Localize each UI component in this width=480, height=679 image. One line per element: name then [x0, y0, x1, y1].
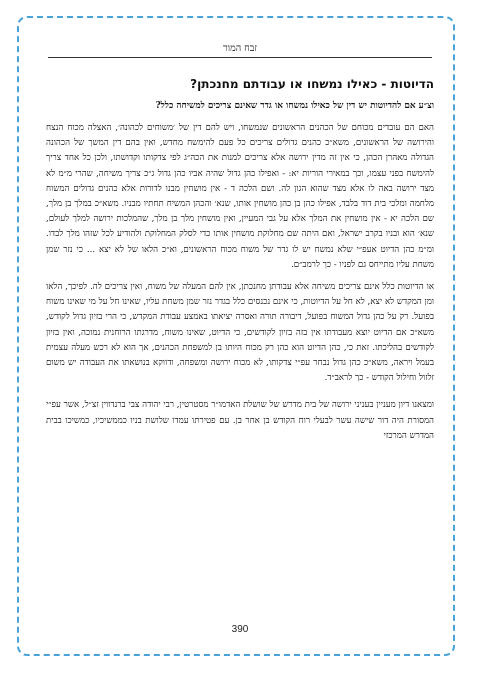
main-text	[46, 76, 434, 451]
paragraph: האם הם עובדים מכוחם של הכהנים הראשונים שנמשחו, ויש להם דין של ׳משוחים לכהונה׳, האצלה מכוח הנצח והירושה של הראשונים, משא״כ כהנים גדולים צריכים כל פעם להימשח מחדש, ואין בהם דין המשך של הכהונה הגדולה מאהרן הכהן, כי אין זה מדין ירושה אלא צריכים למנות את הכה״ג לפי צדקותו וקדושתו, ולכן כל אחד צריך להימשח בפני עצמו, וכך במאירי הוריות יא: - ואפילו כהן גדול שהיה אביו כהן גדול ג״כ צריך משיחה, שהרי מ״מ לא מצד ירושה באה לו אלא מצד שהוא הגון לה. ושם הלכה ד - אין מושחין מבנו לדורות אלא כהנים גדולים המשוח מלחמה ומלכי בית דוד בלבד, אפילו כהן בן כהן מושחין אותו, שנא׳ והכהן המשיח תחתיו מבניו. משא״כ במלך בן מלך, שם הלכה יא - אין מושחין את המלך אלא על גבי המעיין, ואין מושחין מלך בן מלך, שהמלכות ירושה למלך לעולם, שנא׳ הוא ובניו בקרב ישראל, ואם היתה שם מחלוקת מושחין אותו כדי לסלק המחלוקת ולהודיע לכל שזהו מלך לבדו. ומ״מ כהן הדיוט אעפ״י שלא נמשח יש לו גדר של משוח מכוח הראשונים, וא״כ הלאו של לא יצא ... כי נזר שמן משחת עליו מתייחס גם לפניו - כך לרמב״ם.	[46, 123, 434, 270]
paragraph: או הדיוטות כלל אינם צריכים משיחה אלא עבודתן מחנכתן, אין להם המעלה של משוח, ואין צריכים לה. לפיכך, הלאו ומן המקדש לא יצא, לא חל על הדיוטות, כי אינם נכנסים כלל בגדר נזר שמן משחת עליו, שאינו חל על מי שאינו משוח בפועל. רק על כהן גדול המשוח בפועל, דיבורה תורה ואסרה יציאתו באמצע עבודת המקדש, כי הרי בזיון גדול לקודש, משא״כ אם הדיוט יוצא מעבודתו אין בזה בזיון לקודשים, כי הדיוט, שאינו משוח, מדרגתו הרוחנית נמוכה, ואין בזיון לקודשים בהליכתו. זאת כי, כהן הדיוט הוא כהן רק מכוח היותו בן למשפחת הכהנים, אך הוא לא רכש מעלה עצמית בעמל ויראה, משא״כ כהן גדול נבחר עפ״י צדקותו, לא מכוח ירושה ומשפחה, ודווקא בנושאתו את העבודה יש משום זלזול וחילול הקודש - כך לראב״ד.	[46, 282, 434, 384]
running-head: זבח המור	[48, 43, 432, 58]
paragraph: ומצאנו דיון מעניין בעניני ירושה של בית מדרש של שושלת האדמו״ר מסטרטין, רבי יהודה צבי ברנדווין זצ״ל, אשר עפ״י המסורת היה דור שישה עשר לבעלי רוח הקודש בן אחר בן. עם פטירתו עמדו שלושת בניו כממשיכיו, כמשיכו בבית המדרש המרכזי	[46, 400, 434, 441]
section-subtitle: וצ״ע אם להדיוטות יש דין של כאילו נמשחו או גדר שאינם צריכים למשיחה כלל?	[155, 101, 434, 111]
section-title: הדיוטות - כאילו נמשחו או עבודתם מחנכתן?	[190, 77, 434, 91]
page-number: 390	[231, 624, 249, 635]
